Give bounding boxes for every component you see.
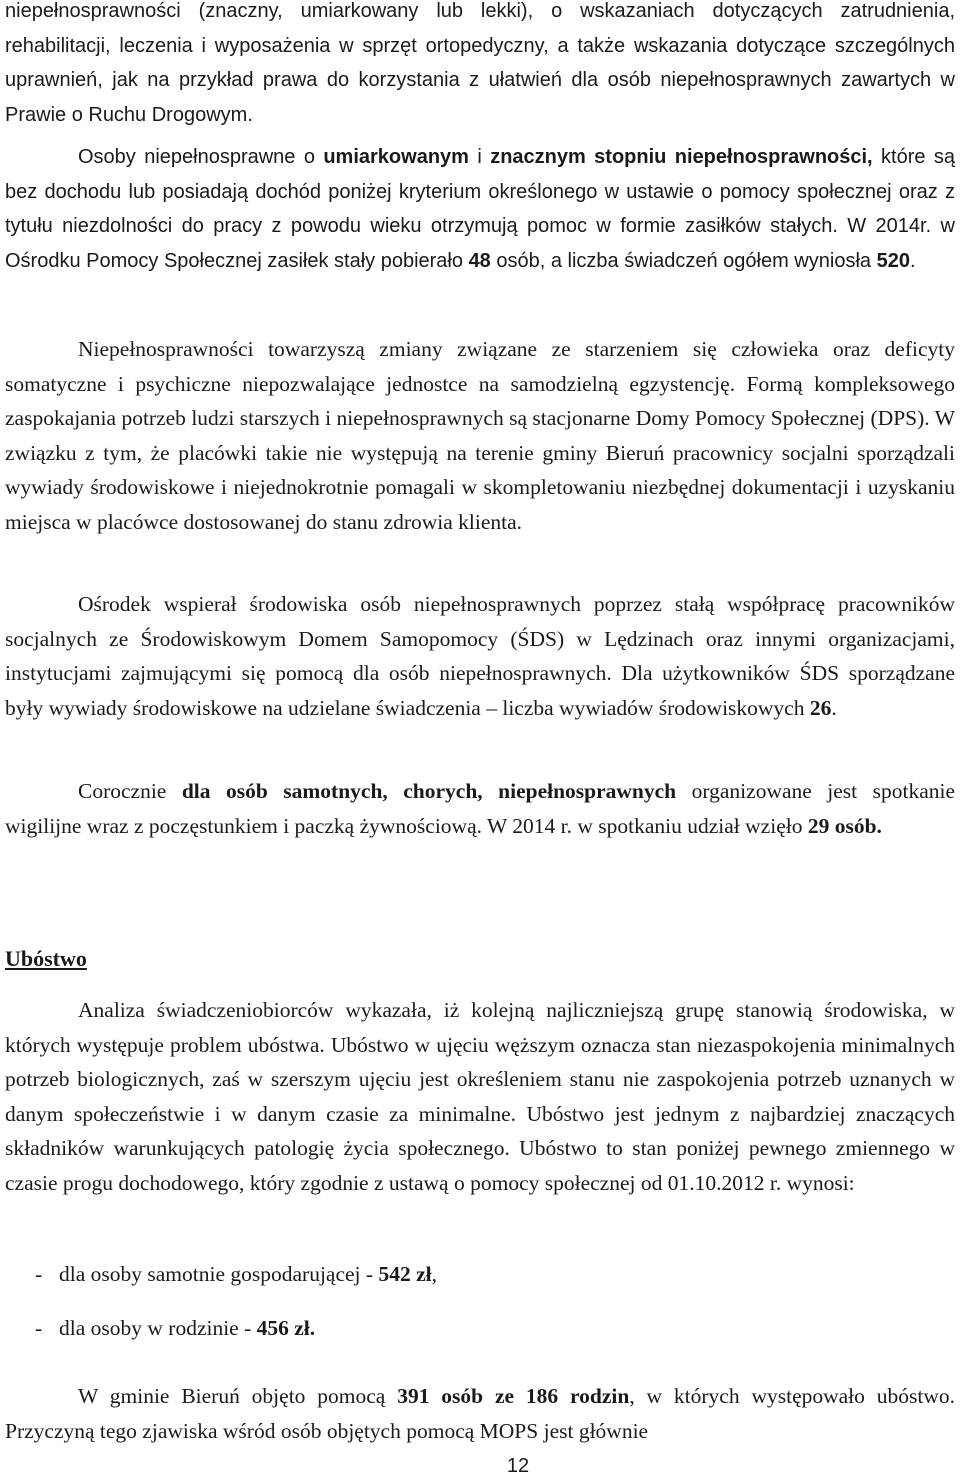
text-span: Osoby niepełnosprawne o [78,146,324,168]
bold-target-groups: dla osób samotnych, chorych, niepełnosprawnych [181,779,677,803]
bold-count-520: 520 [876,249,910,272]
paragraph-disability-degrees: niepełnosprawności (znaczny, umiarkowany lub lekki), o wskazaniach dotyczących zatrudnienia, rehabilitacji, leczenia i wyposażenia w sprzęt ortopedyczny, a także wskazania dotyczące szczególnych uprawnień, jak na przykład prawa do korzystania z ułatwień dla osób niepełnosprawnych zawartych w Prawie o Ruchu Drogowym. [5,0,955,126]
paragraph-aging-dps: Niepełnosprawności towarzyszą zmiany związane ze starzeniem się człowieka oraz deficyty somatyczne i psychiczne niepozwalające jednostce na samodzielną egzystencję. Formą kompleksowego zaspokajania potrzeb ludzi starszych i niepełnosprawnych są stacjonarne Domy Pomocy Społecznej (DPS). W związku z tym, że placówki takie nie występują na terenie gminy Bieruń pracownicy socjalni sporządzali wywiady środowiskowe i niejednokrotnie pomagali w skompletowaniu niezbędnej dokumentacji i uzyskaniu miejsca w placówce dostosowanej do stanu zdrowia klienta. [5,337,955,534]
bold-amount: 542 zł [378,1262,432,1286]
bold-umiarkowanym: umiarkowanym [323,146,469,168]
text-span: osób, a liczba świadczeń ogółem wyniosła [490,249,877,272]
dash-bullet: - [35,1315,43,1340]
bold-people-families: 391 osób ze 186 rodzin [397,1384,630,1408]
text-span: dla osoby w rodzinie - [59,1315,257,1340]
list-item-text [59,1311,315,1346]
list-item [5,1257,955,1292]
paragraph-bierun-aid [5,1379,955,1448]
paragraph-christmas-meeting [5,774,955,843]
text-span: Ośrodek wspierał środowiska osób niepełnosprawnych poprzez stałą współpracę pracowników socjalnych ze Środowiskowym Domem Samopomocy (ŚDS) w Lędzinach oraz innymi organizacjami, instytucjami zajmującymi się pomocą dla osób niepełnosprawnych. Dla użytkowników ŚDS sporządzane były wywiady środowiskowe na udzielane świadczenia – liczba wywiadów środowiskowych [5,592,955,720]
text-span: , [431,1262,437,1286]
bold-count-26: 26 [809,695,832,720]
text-span: i [468,146,491,168]
text-span: . [909,249,916,272]
list-item [5,1311,955,1346]
section-heading-ubostwo: Ubóstwo [5,946,87,971]
text-span: . [831,695,837,720]
paragraph-poverty-definition: Analiza świadczeniobiorców wykazała, iż kolejną najliczniejszą grupę stanowią środowiska, w których występuje problem ubóstwa. Ubóstwo w ujęciu węższym oznacza stan niezaspokojenia minimalnych potrzeb biologicznych, zaś w szerszym ujęciu jest określeniem stanu nie zaspokojenia potrzeb uznanych w danym społeczeństwie i w danym czasie za minimalne. Ubóstwo jest jednym z najbardziej znaczących składników warunkujących patologię życia społecznego. Ubóstwo to stan poniżej pewnego zmiennego w czasie progu dochodowego, który zgodnie z ustawą o pomocy społecznej od 01.10.2012 r. wynosi: [5,998,955,1195]
poverty-threshold-list [5,1257,955,1345]
text-span: organizowane jest spotkanie wigilijne wraz z poczęstunkiem i paczką żywnościową. W 2014 r. w spotkaniu udział wzięło [5,779,956,838]
text-span: Corocznie [78,779,182,803]
page-number: 12 [506,1455,530,1477]
bold-count-48: 48 [468,249,491,272]
bold-znacznym: znacznym stopniu niepełnosprawności, [490,146,873,168]
text-span: W gminie Bieruń objęto pomocą [78,1384,398,1408]
paragraph-sds-cooperation [5,587,955,725]
text-span: które są bez dochodu lub posiadają dochód poniżej kryterium określonego w ustawie o pomocy społecznej oraz z tytułu niezdolności do pracy z powodu wieku otrzymują pomoc w formie zasiłków stałych. W 2014r. w Ośrodku Pomocy Społecznej zasiłek stały pobierało [5,146,956,272]
paragraph-permanent-allowance [5,140,955,278]
dash-bullet: - [35,1262,43,1286]
text-span: , w których występowało ubóstwo. Przyczyną tego zjawiska wśród osób objętych pomocą MOPS jest głównie [5,1384,955,1443]
bold-count-29: 29 osób. [807,813,882,838]
list-item-text [59,1257,437,1292]
bold-amount: 456 zł. [256,1315,316,1340]
text-span: dla osoby samotnie gospodarującej - [59,1262,379,1286]
